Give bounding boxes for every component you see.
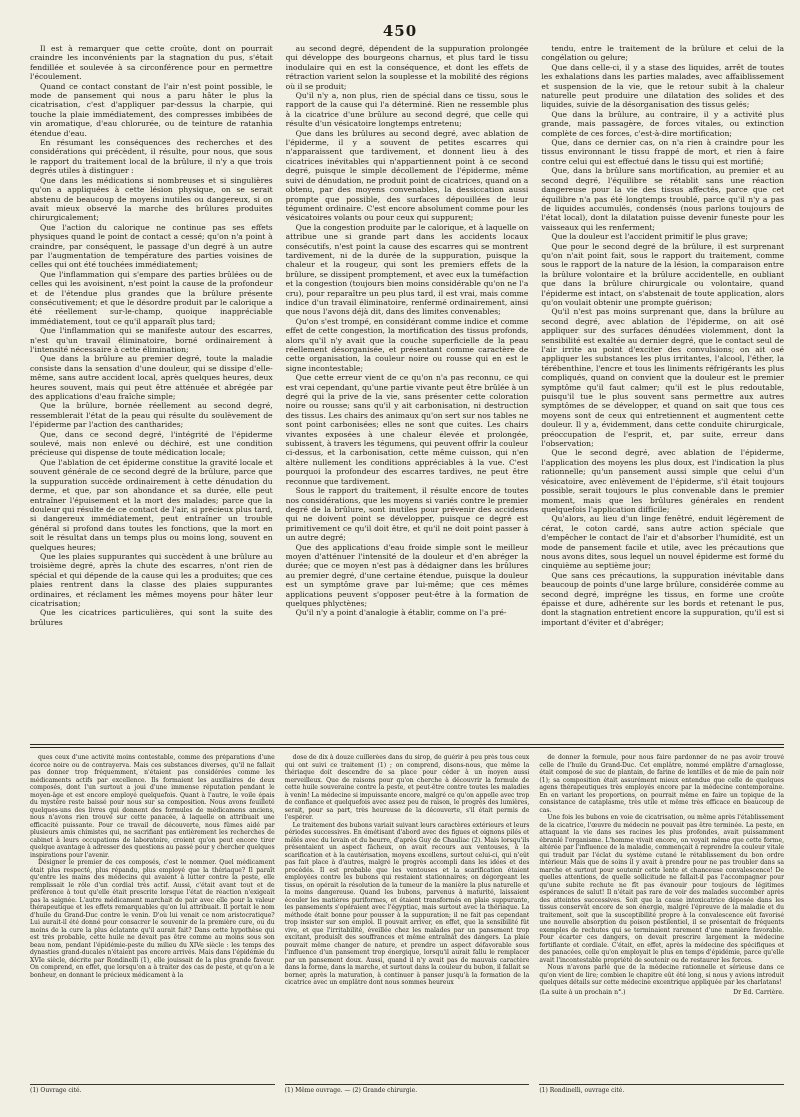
paragraph: Que sans ces précautions, la suppuration inévitable dans beaucoup de points d'une large brûlure, considérée comme au second degré, imprégne les tissus, en forme une croûte épaisse et dure, adhérente sur les bords et retenant le pus, dont la stagnation entretient encore la suppuration, qu'il est si important d'éviter et d'abréger; <box>541 570 785 627</box>
lower-article <box>30 754 784 1094</box>
paragraph: Que pour le second degré de la brûlure, il est surprenant qu'on n'ait point fait, sous le rapport du traitement, comme sous le rapport de la nature de la lésion, la comparaison entre la brûlure volontaire et la brûlure accidentelle, en oubliant que dans la brûlure chirurgicale ou volontaire, quand l'épiderme est intact, on s'abstenait de toute application, alors qu'on voulait obtenir une prompte guérison; <box>541 241 785 307</box>
paragraph: Le traitement des bubons variait suivant leurs caractères extérieurs et leurs périodes successives. En émétisant d'abord avec des figues et oignons pilés et mêlés avec du levain et du beurre, d'après Guy de Chauliac (2). Mais lorsqu'ils présentaient un aspect fâcheux, on avait recours aux ventouses, à la scarification et à la cautérisation, moyens excellens, surtout celui-ci, qui n'eût pas fait place à d'autres, malgré le progrès accompli dans les idées et des procédés. Il est probable que les ventouses et la scarification étaient employées contre les bubons qui restaient stationnaires; on dégorgeant les tissus, on opérait la résolution de la tumeur de la manière la plus naturelle et la moins dangereuse. Quand les bubons, parvenus à maturité, laissaient écouler les matières puriformes, et étaient transformés en plaie suppurante, les pansements s'opéraient avec l'égyptiac, mais surtout avec la thériaque. La méthode était bonne pour pousser à la suppuration; il ne fait pas cependant trop insister sur son emploi. Il pouvait arriver, en effet, que la sensibilité fût vive, et que l'irritabilité, éveillée chez les malades par un pansement trop excitant, produisît des souffrances et même entraînât des dangers. La plaie pouvait même changer de nature, et prendre un aspect défavorable sous l'influence d'un pansement trop énergique, lorsqu'il aurait fallu le remplacer par un pansement doux. Aussi, quand il n'y avait pas de mauvais caractère dans la forme, dans la marche, et surtout dans la couleur du bubon, il fallait se borner, après la maturation, à continuer à panser jusqu'à la formation de la cicatrice avec un emplâtre dont nous sommes heureux <box>284 821 530 986</box>
paragraph: Que l'ablation de cet épiderme constitue la gravité locale et souvent générale de ce second degré de la brûlure, parce que la suppuration succède ordinairement à cette dénudation du derme, et que, par son abondance et sa durée, elle peut entraîner l'épuisement et la mort des malades; parce que la douleur qui résulte de ce contact de l'air, si précieux plus tard, si dangereux immédiatement, peut entraîner un trouble général si profond dans toutes les fonctions, que la mort en soit le résultat dans un temps plus ou moins long, souvent en quelques heures; <box>30 457 273 552</box>
lower-column-3 <box>539 754 784 1094</box>
paragraph: tendu, entre le traitement de la brûlure et celui de la congélation ou gelure; <box>541 44 785 63</box>
paragraph: Qu'il n'y a, non plus, rien de spécial dans ce tissu, sous le rapport de la cause qui l'a déterminé. Rien ne ressemble plus à la cicatrice d'une brûlure au second degré, que celle qui résulte d'un vésicatoire longtemps entretenu; <box>285 91 529 129</box>
paragraph: Que l'action du calorique ne continue pas ses effets physiques quand le point de contact a cessé; qu'on n'a point à craindre, par conséquent, le passage d'un degré à un autre par l'augmentation de température des parties voisines de celles qui ont été touchées immédiatement; <box>30 222 273 270</box>
lower-column-1 <box>30 754 275 1094</box>
article-signoff <box>539 989 784 997</box>
lower-column-body <box>539 754 784 987</box>
paragraph: Que cette erreur vient de ce qu'on n'a pas reconnu, ce qui est vrai cependant, qu'une partie vivante peut être brûlée à un degré qui la prive de la vie, sans présenter cette coloration noire ou rousse; sans qu'il y ait carbonisation, ni destruction des tissus. Les chairs des animaux qu'on sert sur nos tables ne sont point carbonisées; elles ne sont que cuites. Les chairs vivantes exposées à une chaleur élevée et prolongée, subissent, à travers les tégumens, qui peuvent offrir la couleur ci-dessus, et la carbonisation, cette même cuisson, qui n'en altère nullement les conditions appréciables à la vue. C'est pourquoi la profondeur des escarres tardives, ne peut être reconnue que tardivement. <box>285 373 529 486</box>
section-divider-thin <box>30 747 784 748</box>
paragraph: Qu'alors, au lieu d'un linge fenêtré, enduit légèrement de cérat, le coton cardé, sans autre action spéciale que d'empêcher le contact de l'air et d'absorber l'humidité, est un mode de pansement facile et utile, avec les précautions que nous avons dites, sous lequel un nouvel épiderme est formé du cinquième au septième jour; <box>541 514 785 571</box>
paragraph: Que dans les brûlures au second degré, avec ablation de l'épiderme, il y a souvent de petites escarres qui n'apparaissent que tardivement, et donnent lieu à des cicatrices inévitables qui n'appartiennent point à ce second degré, puisque le simple décollement de l'épiderme, même suivi de dénudation, ne produit point de cicatrices, quand on a obtenu, par des moyens convenables, la dessiccation aussi prompte que possible, des surfaces dépouillées de leur tégument ordinaire. C'est encore absolument comme pour les vésicatoires volants ou pour ceux qui suppurent; <box>285 128 529 223</box>
upper-article <box>30 44 784 734</box>
paragraph: Que, dans ce dernier cas, on n'a rien à craindre pour les tissus environnant le tissu frappé de mort, et rien à faire contre celui qui est effectué dans le tissu qui est mortifié; <box>541 138 785 166</box>
paragraph: Que les cicatrices particulières, qui sont la suite des brûlures <box>30 608 273 627</box>
paragraph: Que la douleur est l'accident primitif le plus grave; <box>551 232 748 242</box>
paragraph: Que la congestion produite par le calorique, et à laquelle on attribue une si grande part dans les accidents locaux consécutifs, n'est point la cause des escarres qui se montrent tardivement, ni de la durée de la suppuration, puisque la chaleur et la rougeur, qui sont les premiers effets de la brûlure, se dissipent promptement, et avec eux la tuméfaction et la congestion (toujours bien moins considérable qu'on ne l'a cru), pour reparaître un peu plus tard, il est vrai, mais comme indice d'un travail éliminatoire, renfermé ordinairement, ainsi que nous l'avons déjà dit, dans des limites convenables; <box>285 222 529 317</box>
paragraph: Quand ce contact constant de l'air n'est point possible, le mode de pansement qui nous a paru hâter le plus la cicatrisation, c'est d'appliquer par-dessus la charpie, qui touche la plaie immédiatement, des compresses imbibées de vin aromatique, d'eau chlorurée, ou de teinture de ratanhia étendue d'eau. <box>30 81 273 138</box>
paragraph: Qu'il n'est pas moins surprenant que, dans la brûlure au second degré, avec ablation de l'épiderme, on ait osé appliquer sur des surfaces dénudées violemment, dont la sensibilité est exaltée au dernier degré, que le contact seul de l'air irrite au point d'exciter des convulsions; on ait osé appliquer les substances les plus irritantes, l'alcool, l'éther, la térébenthine, l'encre et tous les liniments réfrigérants les plus compliqués, quand on convient que la douleur est le premier symptôme qu'il faut calmer; qu'il est le plus redoutable, puisqu'il tue le plus souvent sans permettre aux autres symptômes de se développer, et quand on sait que tous ces moyens sont de ceux qui entretiennent et augmentent cette douleur. Il y a, évidemment, dans cette conduite chirurgicale, préoccupation de l'esprit, et, par suite, erreur dans l'observation; <box>541 307 785 449</box>
paragraph: Une fois les bubons en voie de cicatrisation, ou même après l'établissement de la cicatrice, l'œuvre du médecin ne pouvait pas être terminée. La peste, en attaquant la vie dans ses racines les plus profondes, avait puissamment ébranlé l'organisme. L'homme vivait encore, on voyait même que cette forme, altérée par l'influence de la maladie, commençait à reprendre la couleur vitale qui traduit par l'éclat du système cutané le rétablissement du bon ordre intérieur. Mais que de soins il y avait à prendre pour ne pas troubler dans sa marche et surtout pour soutenir cette lente et chanceuse convalescence! De quelles attentions, de quelle sollicitude ne fallait-il pas l'accompagner pour qu'une subite rechute ne fît pas évanouir pour toujours de légitimes espérances de salut! Il n'était pas rare de voir des malades succomber après des atteintes successives. Soit que la cause intoxicatrice déposée dans les tissus conservât encore de son énergie, malgré l'épreuve de la maladie et du traitement, soit que la susceptibilité propre à la convalescence eût favorisé une nouvelle absorption du poison pestilentiel, il se présentait de fréquents exemples de rechutes qui se terminaient rarement d'une manière favorable. Pour écarter ces dangers, on devait prescrire largement la médecine fortifiante et cordiale. C'était, en effet, après la médecine des spécifiques et des panacées, celle qu'on employait le plus en temps d'épidémie, parce qu'elle avait l'incontestable propriété de soutenir ou de restaurer les forces. <box>539 814 785 964</box>
lower-column-2 <box>285 754 530 1094</box>
upper-column-3 <box>541 44 784 734</box>
paragraph: dose de dix à douze cuillerées dans du sirop, de guérir à peu près tous ceux qui ont suivi ce traitement (1) ; on comprend, disons-nous, que même la thériaque doit descendre de sa place pour céder à un moyen aussi merveilleux. Que de raisons pour qu'on cherche à découvrir la formule de cette huile souveraine contre la peste, et peut-être contre toutes les maladies à venin! La médecine si impuissante encore, malgré ce qu'on appelle avec trop de confiance et quelquefois avec assez peu de raison, le progrès des lumières, serait, pour sa part, très heureuse de la découverte, s'il était permis de l'espérer. <box>284 754 530 821</box>
paragraph: Que, dans ce second degré, l'intégrité de l'épiderme soulevé, mais non enlevé ou déchiré, est une condition précieuse qui dispense de toute médication locale; <box>30 429 273 458</box>
lower-column-body <box>30 754 275 979</box>
paragraph: Que dans celle-ci, il y a stase des liquides, arrêt de toutes les exhalations dans les parties malades, avec affaiblissement et suspension de la vie, que le retour subit à la chaleur naturelle peut produire une dilatation des solides et des liquides, suivie de la désorganisation des tissus gelés; <box>541 62 785 110</box>
paragraph: Que des applications d'eau froide simple sont le meilleur moyen d'atténuer l'intensité de la douleur et d'en abréger la durée; que ce moyen n'est pas à dédaigner dans les brûlures au premier degré, d'une certaine étendue, puisque la douleur est un symptôme grave par lui-même; que ces mêmes applications peuvent s'opposer peut-être à la formation de quelques phlyctènes; <box>285 542 529 608</box>
lower-column-body <box>285 754 530 987</box>
paragraph: Que dans la brûlure, au contraire, il y a activité plus grande, mais passagère, de forces vitales, ou extinction complète de ces forces, c'est-à-dire mortification; <box>541 109 785 138</box>
paragraph: Que, dans la brûlure sans mortification, au premier et au second degré, l'équilibre se rétablit sans une réaction dangereuse pour la vie des tissus affectés, parce que cet équilibre n'a pas été longtemps troublé, parce qu'il n'y a pas de liquides accumulés, condensés (nous parlons toujours de l'état local), dont la dilatation puisse devenir funeste pour les vaisseaux qui les renferment; <box>541 166 785 232</box>
section-divider <box>30 744 784 745</box>
paragraph: ques ceux d'une activité moins contestable, comme des préparations d'une écorce noire ou de contrayerva. Mais ces substances diverses, qu'il ne fallait pas donner trop fréquemment, n'étaient pas considérées comme les médicaments actifs par excellence. Ils formaient les auxiliaires de deux composés, dont l'un surtout a joui d'une immense réputation pendant le moyen-âge et est encore employé quelquefois. Quant à l'autre, le voile épais du mystère reste baissé pour nous sur sa composition. Nous avons feuilleté quelques-uns des livres qui donnent des formules de médicamens anciens, nous n'avons rien trouvé sur cette panacée, à laquelle on attribuait une efficacité puissante. Pour ce travail de découverte, nous fûmes aidé par plusieurs amis chimistes qui, ne sacrifiant pas entièrement les recherches de cabinet à leurs occupations de laboratoire, croient qu'on peut encore tirer quelque avantage à adresser des questions au passé pour y chercher quelques inspirations pour l'avenir. <box>30 754 275 859</box>
footnote: (1) Rondinelli, ouvrage cité. <box>539 1084 784 1094</box>
paragraph: Que dans les médications si nombreuses et si singulières qu'on a appliquées à cette lésion physique, on se serait abstenu de beaucoup de moyens inutiles ou dangereux, si on avait mieux observé la marche des brûlures produites chirurgicalement; <box>30 175 273 223</box>
paragraph: de donner la formule, pour nous faire pardonner de ne pas avoir trouvé celle de l'huile du Grand-Duc. Cet emplâtre, nommé emplâtre d'arnaglosse, était composé de suc de plantain, de farine de lentilles et de mie de pain noir (1); sa composition était assurément mieux entendue que celle de quelques agens thérapeutiques très employés encore par la médecine contemporaine. En en variant les proportions, on pourrait même en faire un topique de la consistance de cataplasme, très utile et même très efficace en beaucoup de cas. <box>539 754 785 814</box>
paragraph: Que l'inflammation qui s'empare des parties brûlées ou de celles qui les avoisinent, n'est point la cause de la profondeur et de l'étendue plus grandes que la brûlure présente consécutivement; et que le désordre produit par le calorique a été réellement sur-le-champ, quoique inappréciable immédiatement, tout ce qu'il apparaît plus tard; <box>30 269 273 326</box>
paragraph: Que le second degré, avec ablation de l'épiderme, l'application des moyens les plus doux, est l'indication la plus rationnelle; qu'un pansement aussi simple que celui d'un vésicatoire, avec enlèvement de l'épiderme, s'il était toujours possible, serait toujours le plus convenable dans le premier moment, mais que les brûlures générales en rendent quelquefois l'application difficile; <box>541 448 785 514</box>
paragraph: au second degré, dépendent de la suppuration prolongée qui développe des bourgeons charnus, et plus tard le tissu inodulaire qui en est la conséquence, et dont les effets de rétraction varient selon la souplesse et la mobilité des régions où il se produit; <box>285 44 529 91</box>
paragraph: Nous n'avons parlé que de la médecine rationnelle et sérieuse dans ce qu'on vient de lire; combien le chapitre eût été long, si nous y avions introduit quelques détails sur cette médecine excentrique appliquée par les charlatans! <box>539 964 785 986</box>
upper-column-2 <box>286 44 529 734</box>
paragraph: En résumant les conséquences des recherches et des considérations qui précèdent, il résulte, pour nous, que sous le rapport du traitement local de la brûlure, il n'y a que trois degrés utiles à distinguer : <box>30 138 273 176</box>
paragraph: Qu'il n'y a point d'analogie à établir, comme on l'a pré- <box>295 608 507 618</box>
paragraph: Que les plaies suppurantes qui succèdent à une brûlure au troisième degré, après la chute des escarres, n'ont rien de spécial et qui dépende de la cause qui les a produites; que ces plaies rentrent dans la classe des plaies suppurantes ordinaires, et réclament les mêmes moyens pour hâter leur cicatrisation; <box>30 551 273 608</box>
paragraph: Que l'inflammation qui se manifeste autour des escarres, n'est qu'un travail éliminatoire, borné ordinairement à l'intensité nécessaire à cette élimination; <box>30 326 273 354</box>
continuation-note: (La suite à un prochain n°.) <box>539 988 626 996</box>
footnote: (1) Même ouvrage. — (2) Grande chirurgie. <box>285 1084 530 1094</box>
paragraph: Que dans la brûlure au premier degré, toute la maladie consiste dans la sensation d'une douleur, qui se dissipe d'elle-même, sans autre accident local, après quelques heures, deux heures souvent, mais qui peut être atténuée et abrégée par des applications d'eau fraîche simple; <box>30 354 273 402</box>
paragraph: Il est à remarquer que cette croûte, dont on pourrait craindre les inconvénients par la stagnation du pus, s'était fendillée et soulevée à sa circonférence pour en permettre l'écoulement. <box>30 44 273 82</box>
paragraph: Désigner le premier de ces composés, c'est le nommer. Quel médicament était plus respecté, plus répandu, plus employé que la thériaque? Il paraît qu'entre les mains des médecins qui avaient à lutter contre la peste, elle remplissait le rôle d'un cordial très actif. Aussi, c'était avant tout et de préférence à tout qu'elle était prescrite lorsque l'état de réaction n'exigeait pas la saignée. L'autre médicament marchait de pair avec elle pour la valeur thérapeutique et les effets remarquables qu'on lui attribuait. Il portait le nom d'huile du Grand-Duc contre le venin. D'où lui venait ce nom aristocratique? Lui aurait-il été donné pour consacrer le souvenir de la première cure, ou du moins de la cure la plus éclatante qu'il aurait fait? Dans cette hypothèse qui est très probable, cette huile ne devait pas être comme au moins sous son beau nom, pendant l'épidémie-peste du milieu du XIVe siècle : les temps des dynasties grand-ducales n'étaient pas encore arrivés. Mais dans l'épidémie du XVIe siècle, décrite par Rondinelli (1), elle jouissait de la plus grande faveur. On comprend, en effet, que lorsqu'on a à traiter des cas de peste, et qu'on a le bonheur, en donnant le précieux médicament à la <box>30 859 275 979</box>
paragraph: Sous le rapport du traitement, il résulte encore de toutes nos considérations, que les moyens si variés contre le premier degré de la brûlure, sont inutiles pour prévenir des accidens qui ne doivent point se développer, puisque ce degré est primitivement ce qu'il doit être, et qu'il ne doit point passer à un autre degré; <box>285 486 529 543</box>
footnote: (1) Ouvrage cité. <box>30 1084 275 1094</box>
upper-column-1 <box>30 44 273 734</box>
paragraph: Qu'on s'est trompé, en considérant comme indice et comme effet de cette congestion, la mortification des tissus profonds, alors qu'il n'y avait que la couche superficielle de la peau réellement désorganisée, et présentant comme caractère de cette organisation, la couleur noire ou rousse qui en est le signe incontestable; <box>285 316 529 373</box>
page-number: 450 <box>382 22 418 40</box>
author-signature: Dr Ed. Carrière. <box>733 988 785 996</box>
paragraph: Que la brûlure, bornée réellement au second degré, ressemblerait l'état de la peau qui résulte du soulèvement de l'épiderme par l'action des cantharides; <box>30 401 273 430</box>
